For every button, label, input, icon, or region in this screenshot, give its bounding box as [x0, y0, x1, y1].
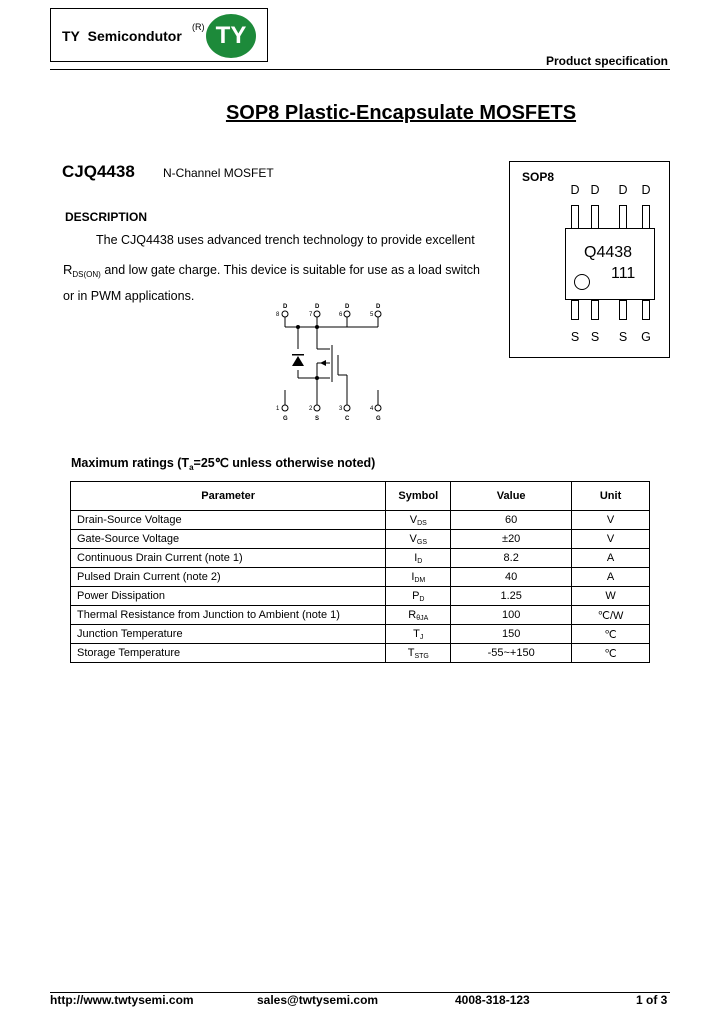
row-parameter: Storage Temperature	[71, 644, 386, 663]
package-top-pin-4: D	[641, 183, 651, 197]
row-value: 60	[451, 511, 572, 530]
footer-phone: 4008-318-123	[455, 993, 530, 1007]
part-type: N-Channel MOSFET	[163, 166, 274, 180]
footer-website-link[interactable]: http://www.twtysemi.com	[50, 993, 194, 1007]
table-header-row	[71, 482, 650, 511]
row-symbol: IDM	[386, 568, 451, 587]
brand-name: TY Semicondutor	[62, 28, 182, 44]
row-value: 40	[451, 568, 572, 587]
table-row	[71, 549, 650, 568]
table-row	[71, 568, 650, 587]
table-row	[71, 606, 650, 625]
mosfet-schematic	[270, 300, 390, 425]
table-row	[71, 625, 650, 644]
row-unit: V	[572, 511, 650, 530]
description-line-1: The CJQ4438 uses advanced trench technology to provide excellent	[96, 233, 475, 247]
row-parameter: Continuous Drain Current (note 1)	[71, 549, 386, 568]
package-top-pin-1: D	[570, 183, 580, 197]
description-line-2: $R_{DS(ON)}$ and low gate charge. This device is suitable for use as a load switch	[63, 262, 480, 279]
schematic-bottom-pin-name-1: G	[283, 416, 288, 422]
schematic-top-pin-num-3: 6	[339, 312, 343, 318]
header-symbol: Symbol	[386, 482, 451, 511]
part-number: CJQ4438	[62, 162, 135, 181]
maximum-ratings-table	[70, 481, 650, 663]
row-value: 100	[451, 606, 572, 625]
package-bottom-lead-1	[571, 300, 579, 320]
schematic-bottom-pin-num-4: 4	[370, 406, 374, 412]
package-bottom-pin-4: G	[641, 330, 651, 344]
table-row	[71, 587, 650, 606]
schematic-top-pin-name-3: D	[345, 304, 350, 310]
row-value: ±20	[451, 530, 572, 549]
package-bottom-lead-3	[619, 300, 627, 320]
package-bottom-pin-2: S	[590, 330, 600, 344]
header-parameter: Parameter	[71, 482, 386, 511]
schematic-bottom-pin-num-2: 2	[309, 406, 313, 412]
package-bottom-lead-2	[591, 300, 599, 320]
header-value: Value	[451, 482, 572, 511]
row-parameter: Power Dissipation	[71, 587, 386, 606]
ty-logo: TY	[206, 14, 256, 58]
package-bottom-pin-1: S	[570, 330, 580, 344]
table-row	[71, 511, 650, 530]
row-unit: W	[572, 587, 650, 606]
package-date-code: 111	[611, 265, 636, 282]
registered-mark: (R)	[192, 22, 205, 32]
description-line-3: or in PWM applications.	[63, 289, 195, 303]
row-parameter: Drain-Source Voltage	[71, 511, 386, 530]
package-top-lead-3	[619, 205, 627, 229]
footer-email-link[interactable]: sales@twtysemi.com	[257, 993, 379, 1007]
row-unit: ℃	[572, 644, 650, 663]
row-symbol: VDS	[386, 511, 451, 530]
table-row	[71, 530, 650, 549]
row-parameter: Thermal Resistance from Junction to Ambient (note 1)	[71, 606, 386, 625]
row-value: 150	[451, 625, 572, 644]
row-unit: ℃/W	[572, 606, 650, 625]
package-top-pin-2: D	[590, 183, 600, 197]
row-unit: A	[572, 568, 650, 587]
header-unit: Unit	[572, 482, 650, 511]
row-symbol: VGS	[386, 530, 451, 549]
schematic-bottom-pin-num-1: 1	[276, 406, 280, 412]
sop8-label: SOP8	[522, 170, 555, 184]
row-parameter: Junction Temperature	[71, 625, 386, 644]
schematic-top-pin-name-2: D	[315, 304, 320, 310]
header-rule	[50, 69, 670, 70]
row-value: -55~+150	[451, 644, 572, 663]
schematic-bottom-pin-num-3: 3	[339, 406, 343, 412]
package-bottom-pin-3: S	[618, 330, 628, 344]
row-symbol: TJ	[386, 625, 451, 644]
row-unit: V	[572, 530, 650, 549]
package-top-lead-1	[571, 205, 579, 229]
pin1-indicator	[574, 274, 590, 290]
product-specification-label: Product specification	[545, 54, 668, 68]
schematic-top-pin-name-4: D	[376, 304, 381, 310]
package-top-lead-4	[642, 205, 650, 229]
schematic-bottom-pin-name-4: G	[376, 416, 381, 422]
package-top-pin-3: D	[618, 183, 628, 197]
table-row	[71, 644, 650, 663]
row-unit: ℃	[572, 625, 650, 644]
footer-page-number: 1 of 3	[636, 993, 668, 1007]
schematic-top-pin-num-2: 7	[309, 312, 313, 318]
row-unit: A	[572, 549, 650, 568]
row-symbol: TSTG	[386, 644, 451, 663]
row-symbol: ID	[386, 549, 451, 568]
description-heading: DESCRIPTION	[65, 210, 148, 224]
package-top-lead-2	[591, 205, 599, 229]
package-marking: Q4438	[584, 244, 633, 261]
package-bottom-lead-4	[642, 300, 650, 320]
row-parameter: Pulsed Drain Current (note 2)	[71, 568, 386, 587]
row-value: 8.2	[451, 549, 572, 568]
schematic-top-pin-num-1: 8	[276, 312, 280, 318]
document-title: SOP8 Plastic-Encapsulate MOSFETS	[225, 102, 577, 124]
maximum-ratings-heading: Maximum ratings ($T_a=25℃$ unless otherwise noted)	[71, 456, 376, 472]
schematic-bottom-pin-name-3: C	[345, 416, 350, 422]
row-value: 1.25	[451, 587, 572, 606]
schematic-top-pin-num-4: 5	[370, 312, 374, 318]
row-parameter: Gate-Source Voltage	[71, 530, 386, 549]
row-symbol: PD	[386, 587, 451, 606]
schematic-bottom-pin-name-2: S	[315, 416, 320, 422]
schematic-top-pin-name-1: D	[283, 304, 288, 310]
row-symbol: RθJA	[386, 606, 451, 625]
